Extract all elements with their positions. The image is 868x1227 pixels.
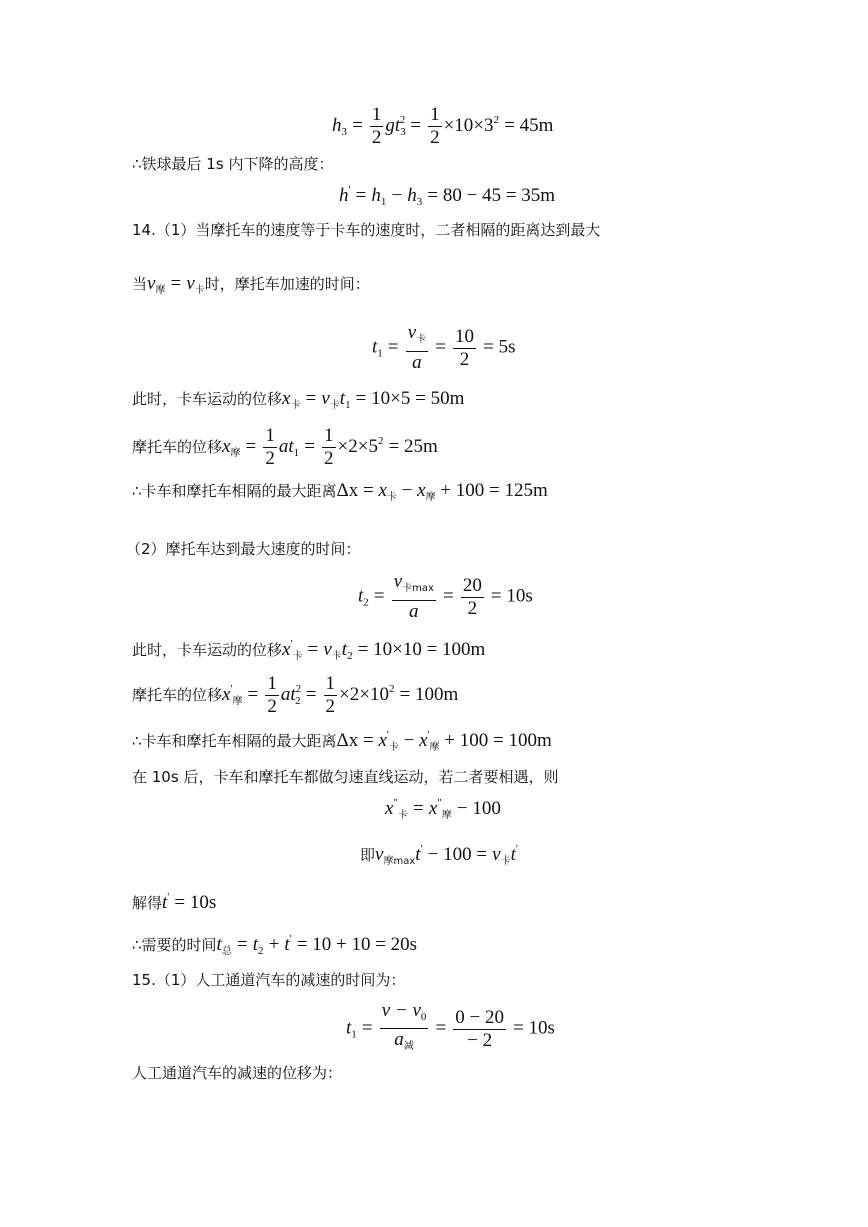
equals: = [355,185,367,206]
var-v: v [375,844,384,865]
equation-t1 [372,322,515,374]
equation-xm [132,425,438,470]
q14-heading: 14.（1）当摩托车的速度等于卡车的速度时，二者相隔的距离达到最大 [132,221,601,239]
numerator: 0 − 20 [455,1006,504,1028]
prime: ' [289,933,292,945]
delta-x: Δx = [336,480,379,501]
double-prime: " [393,797,398,809]
equals: = [443,585,454,607]
result: = 10×5 = 50m [355,388,465,409]
sub: 摩 [232,696,243,707]
sub: 3 [400,126,406,138]
var-t: t [341,639,348,660]
var-x: x [419,730,428,751]
sub: 卡 [500,856,511,867]
result: + 100 = 125m [435,480,548,501]
equals: = [305,684,317,705]
equation-dx2 [132,729,552,753]
denominator: 2 [325,696,336,717]
text: 当 [132,275,148,293]
fraction [428,104,442,149]
prime: ' [420,843,423,855]
sub: 3 [416,196,423,208]
fraction [380,1000,429,1058]
var-h: h [407,185,417,206]
equals: = [307,639,319,660]
equals: = [304,436,315,457]
denominator: 2 [267,696,277,717]
sub: 1 [293,447,300,459]
var-t: t [358,585,364,607]
numerator: 1 [325,673,336,694]
sub: 摩 [155,285,166,296]
var-t: t [339,388,346,409]
text: ∴需要的时间 [132,936,217,954]
equals: = [435,336,446,358]
sub: 1 [351,1028,357,1041]
equation-meet [385,797,501,821]
text-after-10s: 在 10s 后，卡车和摩托车都做匀速直线运动，若二者要相遇，则 [132,768,559,786]
numerator: 1 [265,425,275,446]
var-v: v [186,273,195,294]
expression: ×2×5 [337,436,378,457]
minus: − [396,480,418,501]
equation-ji [360,843,518,867]
sub: 1 [377,347,383,360]
sub: 卡 [290,400,301,411]
prime: ' [348,184,351,196]
var-x: x [378,480,387,501]
q15-displacement: 人工通道汽车的减速的位移为： [132,1064,343,1082]
sub: 摩 [230,448,241,459]
var-g: g [385,115,395,136]
numerator: 1 [267,673,277,694]
fraction [370,104,384,149]
prime: ' [386,729,389,741]
text: ∴卡车和摩托车相隔的最大距离 [132,482,337,500]
equation-hprime [339,184,555,208]
plus: + [268,934,280,955]
var-x: x [378,730,387,751]
sub: 总 [221,946,232,957]
numerator: v − v [381,1000,421,1021]
sup: 2 [388,683,395,695]
var-v: v [492,844,501,865]
fraction [392,571,436,623]
text: 摩托车的位移 [132,438,223,456]
sub: 1 [380,196,387,208]
fraction [461,575,484,620]
result: = 45m [504,115,554,136]
var-t: t [394,115,401,136]
var-a: a [409,601,419,622]
sub: 卡 [397,810,408,821]
var-h: h [339,185,349,206]
numerator: 10 [455,325,475,347]
var-x: x [428,798,438,819]
numerator: 1 [430,104,440,125]
equation-xk2 [132,638,485,662]
sub: 卡 [331,651,342,662]
equation-solve [132,891,216,914]
result: = 10s [174,892,217,913]
text: 时，摩托车加速的时间： [204,275,370,293]
var-x: x [222,684,231,705]
sub: 卡 [329,400,340,411]
var-v: v [393,571,403,592]
var-x: x [282,388,291,409]
text: 摩托车的位移 [132,686,223,704]
var-x: x [282,639,291,660]
q14-part2: （2）摩托车达到最大速度的时间： [126,540,361,558]
fraction [324,673,338,718]
result: = 10s [513,1017,555,1039]
equation-dx1 [132,480,548,503]
var-t: t [415,844,421,865]
delta-x: Δx = [336,730,379,751]
var-t: t [162,892,168,913]
sub: 1 [345,399,351,411]
prime: ' [230,683,233,695]
prime: ' [290,638,293,650]
result: = 10×10 = 100m [357,639,486,660]
equals: = [236,934,248,955]
sub: 卡 [292,651,303,662]
sub: 2 [258,945,264,957]
denominator: 2 [430,127,440,148]
denominator: 2 [467,597,478,619]
fraction [322,425,336,470]
text: 即 [360,846,376,864]
minus: − [391,185,403,206]
equals: = [435,1017,447,1039]
sup: 2 [377,435,384,447]
equation-t1b [346,1000,555,1058]
equals: = [170,273,182,294]
q14-condition [132,273,370,296]
var-t: t [216,934,222,955]
var-v: v [407,322,417,343]
var-v: v [321,388,330,409]
sup: 2 [493,114,500,126]
sub: 2 [347,650,353,662]
text: 解得 [132,894,163,912]
var-x: x [417,480,426,501]
equals: = [410,115,421,136]
denominator: 2 [459,348,470,370]
equation-xk [132,388,464,411]
sub: 卡 [388,742,399,753]
sub: 摩 [441,810,452,821]
text: 此时，卡车运动的位移 [132,390,283,408]
prime: ' [515,843,518,855]
sub: 减 [403,1041,414,1052]
equals: = [373,585,385,607]
result: = 25m [388,436,438,457]
expression: ×10×3 [443,115,494,136]
sub: 卡 [194,285,205,296]
var-t: t [252,934,259,955]
text: 此时，卡车运动的位移 [132,641,283,659]
var-v: v [323,639,332,660]
var-x: x [222,436,231,457]
prime: ' [167,891,170,903]
result: = 10s [490,585,533,607]
result: = 80 − 45 = 35m [427,185,556,206]
var-t: t [284,934,290,955]
var-t: t [510,844,516,865]
sub: 0 [420,1011,427,1023]
double-prime: " [437,797,442,809]
sub: 摩 [429,742,440,753]
result: = 5s [483,336,516,358]
var-at: at [278,436,294,457]
q15-heading: 15.（1）人工通道汽车的减速的时间为： [132,971,406,989]
numerator: 20 [462,574,482,596]
sub: 卡 [386,492,397,503]
expression: − 100 = [427,844,488,865]
sup: 2 [399,114,406,126]
equation-t2 [358,571,533,623]
sub: 2 [363,596,369,609]
equals: = [361,1017,373,1039]
var-a: a [394,1029,404,1050]
var-t: t [346,1017,352,1039]
denominator: 2 [265,448,275,469]
text: ∴卡车和摩托车相隔的最大距离 [132,732,337,750]
var-h: h [332,115,342,136]
equals: = [352,115,363,136]
prime: ' [427,729,430,741]
sub: 2 [295,695,301,707]
fraction [406,322,428,374]
equals: = [247,684,259,705]
var-v: v [147,273,156,294]
result: = 10 + 10 = 20s [296,934,418,955]
equals: = [245,436,257,457]
fraction [453,326,476,371]
denominator: − 2 [467,1029,493,1051]
var-t: t [372,336,378,358]
sup: 2 [295,683,302,695]
numerator: 1 [324,425,334,446]
sub: 卡 [416,334,427,345]
minus: − [398,730,420,751]
text-iron-ball: ∴铁球最后 1s 内下降的高度： [132,155,334,173]
equals: = [305,388,317,409]
var-at: at [280,684,296,705]
var-a: a [412,352,422,373]
sub: 摩max [383,856,416,867]
equation-total [132,933,417,957]
sub: 摩 [425,492,436,503]
equals: = [413,798,424,819]
equals: = [387,336,399,358]
expression: − 100 [456,798,501,819]
result: = 100m [399,684,459,705]
sub: 卡max [402,583,434,594]
numerator: 1 [371,104,382,125]
var-h: h [371,185,381,206]
fraction [265,673,279,718]
expression: ×2×10 [339,684,389,705]
result: + 100 = 100m [439,730,552,751]
denominator: 2 [324,448,334,469]
equation-h3 [332,104,553,149]
sub: 3 [341,126,347,138]
fraction [263,425,277,470]
denominator: 2 [371,127,382,148]
fraction [453,1007,506,1052]
equation-xm2 [132,673,458,718]
var-x: x [385,798,394,819]
